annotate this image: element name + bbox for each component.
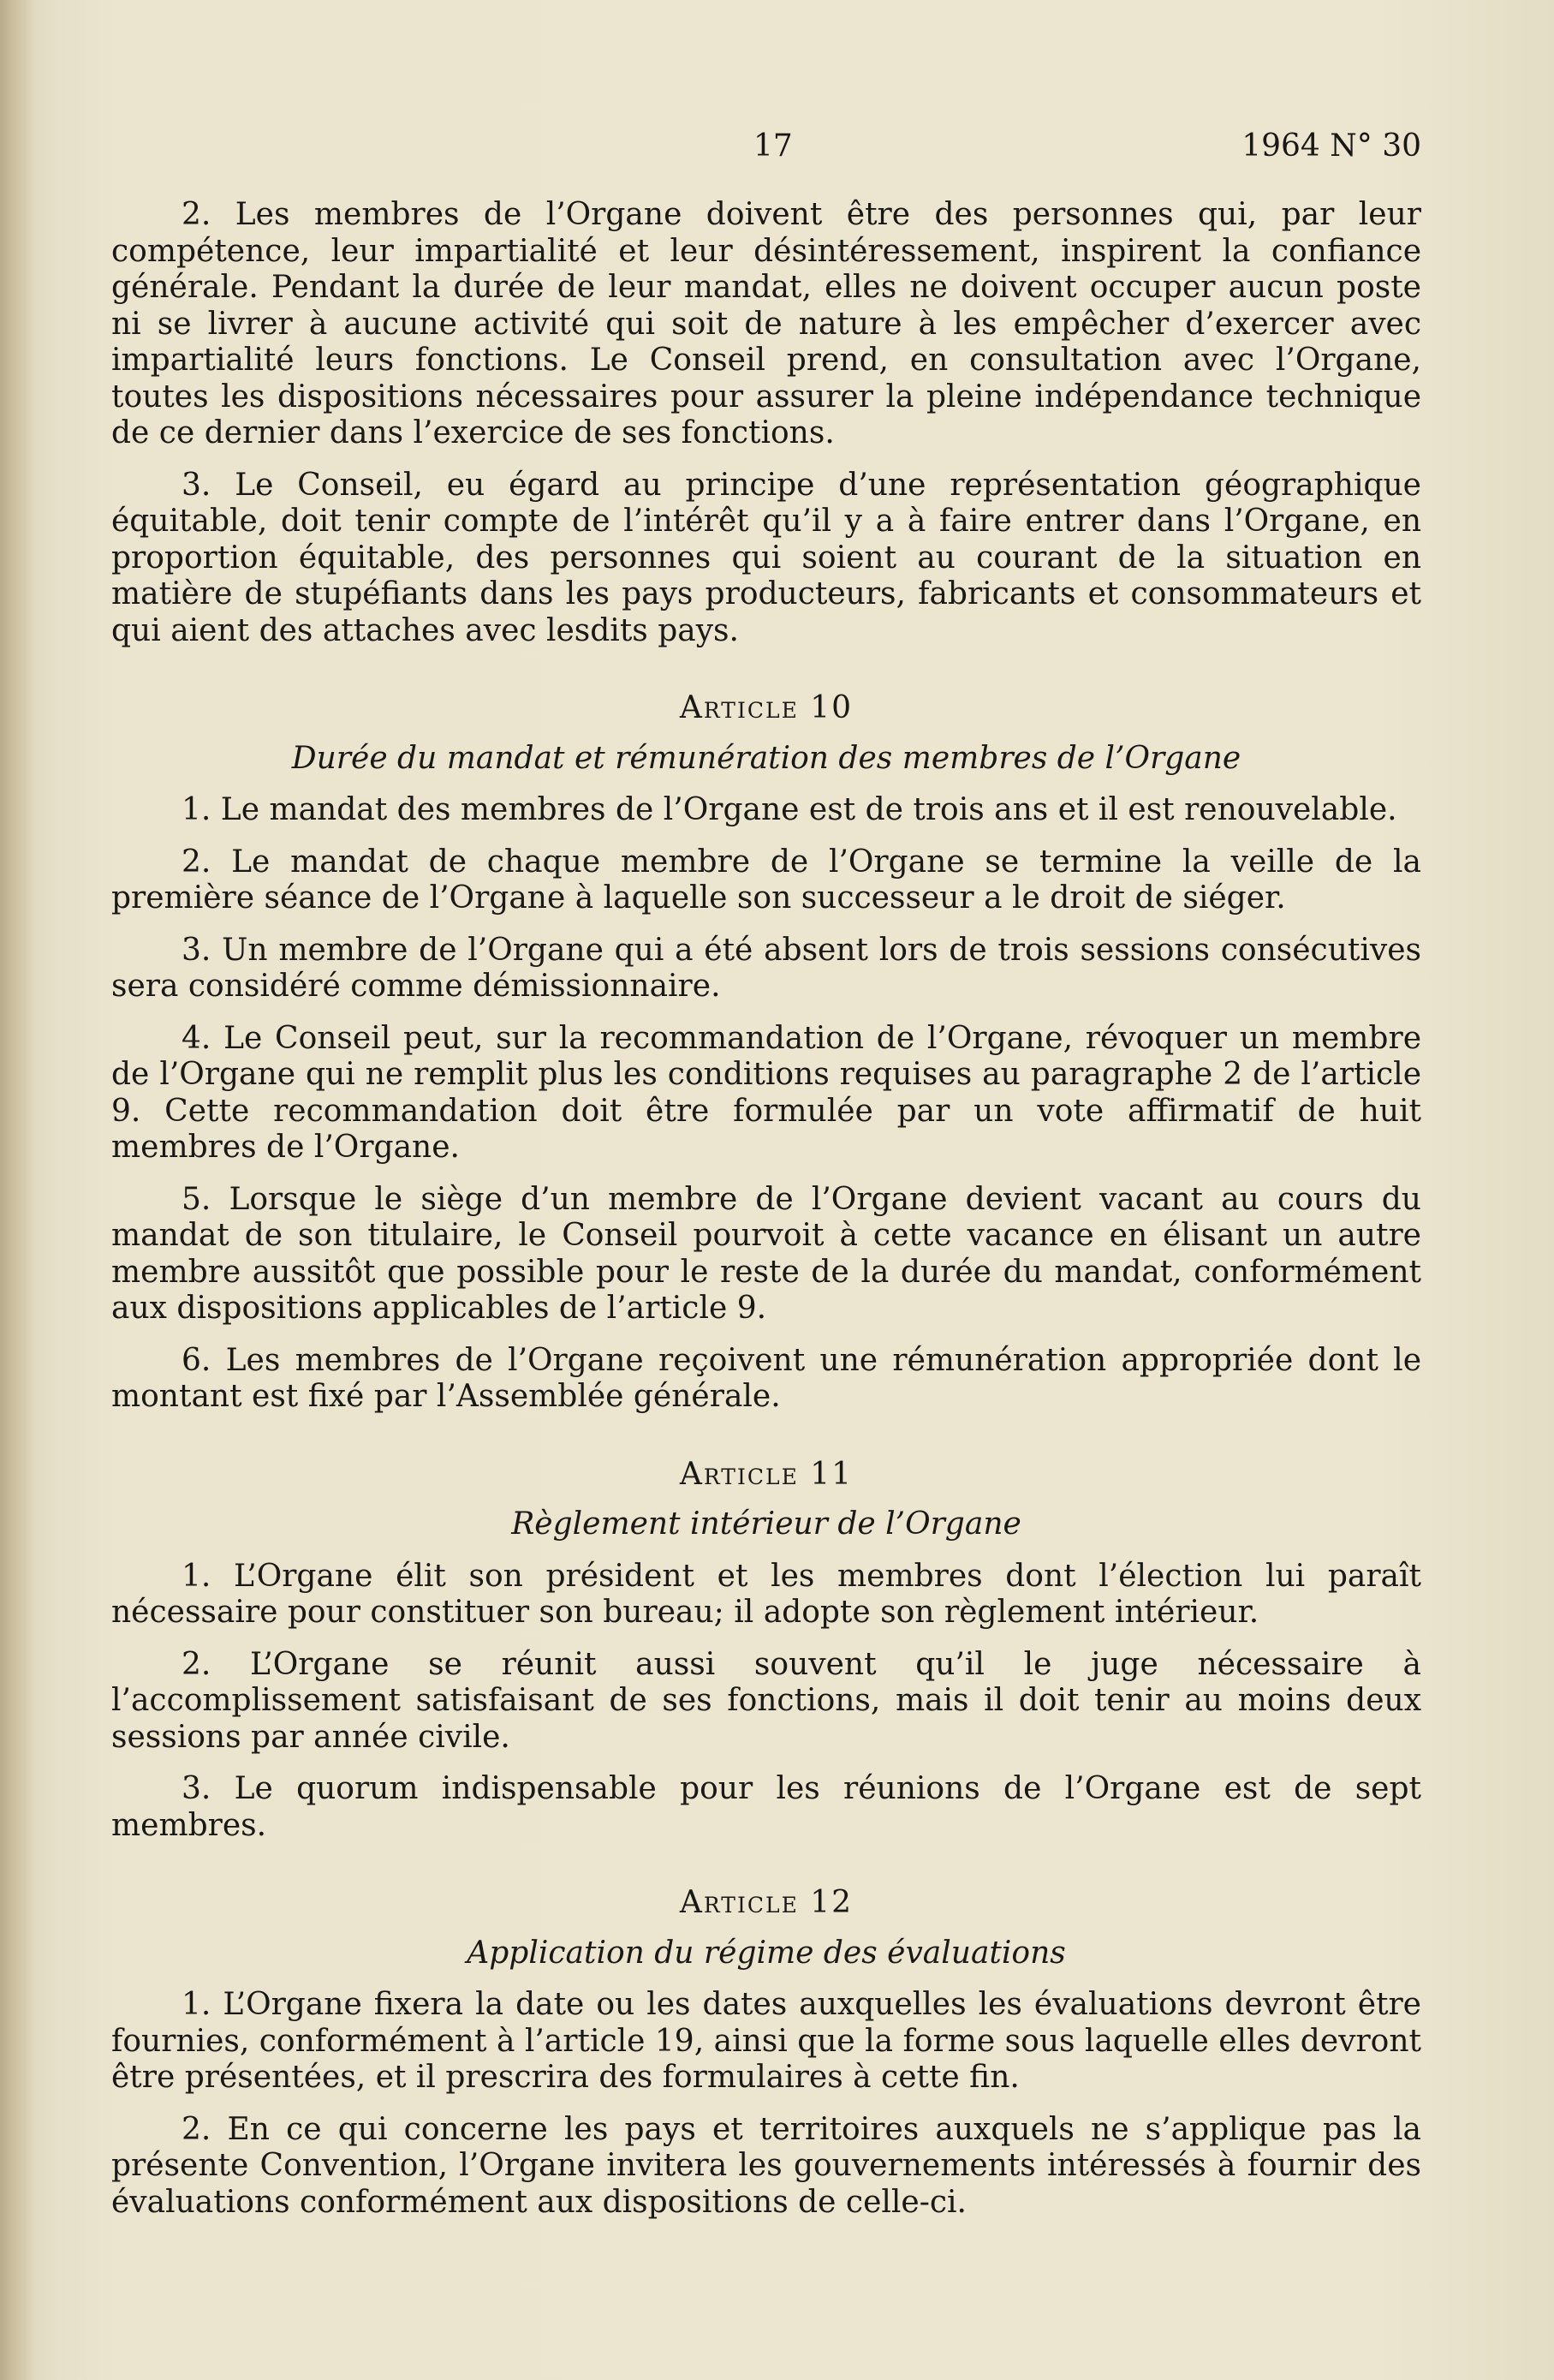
paragraph-12-2: 2. En ce qui concerne les pays et territoires auxquels ne s’applique pas la présente Convention, l’Organe invitera les gouvernements intéressés à fournir des évaluations conformément aux dispositions de celle-ci. <box>111 2111 1421 2220</box>
document-body <box>111 197 1421 2236</box>
paragraph-10-2: 2. Le mandat de chaque membre de l’Organe se termine la veille de la première séance de l’Organe à laquelle son successeur a le droit de siéger. <box>111 844 1421 916</box>
article-10-title: Durée du mandat et rémunération des membres de l’Organe <box>291 740 1241 776</box>
page-binding-shadow <box>0 0 34 2380</box>
paragraph-9-3: 3. Le Conseil, eu égard au principe d’une représentation géographique équitable, doit tenir compte de l’intérêt qu’il y a à faire entrer dans l’Organe, en proportion équitable, des personnes qui soient au courant de la situation en matière de stupéfiants dans les pays producteurs, fabricants et consommateurs et qui aient des attaches avec lesdits pays. <box>111 467 1421 648</box>
paragraph-11-2: 2. L’Organe se réunit aussi souvent qu’il le juge nécessaire à l’accomplissement satisfaisant de ses fonctions, mais il doit tenir au moins deux sessions par année civile. <box>111 1646 1421 1755</box>
paragraph-11-1: 1. L’Organe élit son président et les membres dont l’élection lui paraît nécessaire pour constituer son bureau; il adopte son règlement intérieur. <box>111 1558 1421 1630</box>
paragraph-10-3: 3. Un membre de l’Organe qui a été absent lors de trois sessions consécutives sera considéré comme démissionnaire. <box>111 932 1421 1004</box>
paragraph-10-1: 1. Le mandat des membres de l’Organe est de trois ans et il est renouvelable. <box>182 792 1397 827</box>
page-header <box>111 128 1421 180</box>
article-12-heading: Article 12 <box>679 1885 854 1920</box>
paragraph-10-4: 4. Le Conseil peut, sur la recommandation de l’Organe, révoquer un membre de l’Organe qui ne remplit plus les conditions requises au paragraphe 2 de l’article 9. Cette recommandation doit être formulée par un vote affirmatif de huit membres de l’Organe. <box>111 1020 1421 1165</box>
paragraph-11-3: 3. Le quorum indispensable pour les réunions de l’Organe est de sept membres. <box>111 1771 1421 1843</box>
paragraph-10-5: 5. Lorsque le siège d’un membre de l’Organe devient vacant au cours du mandat de son titulaire, le Conseil pourvoit à cette vacance en élisant un autre membre aussitôt que possible pour le reste de la durée du mandat, conformément aux dispositions applicables de l’article 9. <box>111 1181 1421 1326</box>
paragraph-9-2: 2. Les membres de l’Organe doivent être des personnes qui, par leur compétence, leur impartialité et leur désintéressement, inspirent la confiance générale. Pendant la durée de leur mandat, elles ne doivent occuper aucun poste ni se livrer à aucune activité qui soit de nature à les empêcher d’exercer avec impartialité leurs fonctions. Le Conseil prend, en consultation avec l’Organe, toutes les dispositions nécessaires pour assurer la pleine indépendance technique de ce dernier dans l’exercice de ses fonctions. <box>111 197 1421 450</box>
article-10-heading: Article 10 <box>679 690 854 725</box>
article-12-title: Application du régime des évaluations <box>467 1935 1066 1971</box>
article-11-heading: Article 11 <box>679 1456 854 1492</box>
page-number: 17 <box>753 128 793 164</box>
paragraph-10-6: 6. Les membres de l’Organe reçoivent une rémunération appropriée dont le montant est fixé par l’Assemblée générale. <box>111 1342 1421 1414</box>
article-11-title: Règlement intérieur de l’Organe <box>511 1506 1021 1542</box>
treaty-reference: 1964 N° 30 <box>1241 128 1421 164</box>
paragraph-12-1: 1. L’Organe fixera la date ou les dates auxquelles les évaluations devront être fournies, conformément à l’article 19, ainsi que la forme sous laquelle elles devront être présentées, et il prescrira des formulaires à cette fin. <box>111 1987 1421 2095</box>
